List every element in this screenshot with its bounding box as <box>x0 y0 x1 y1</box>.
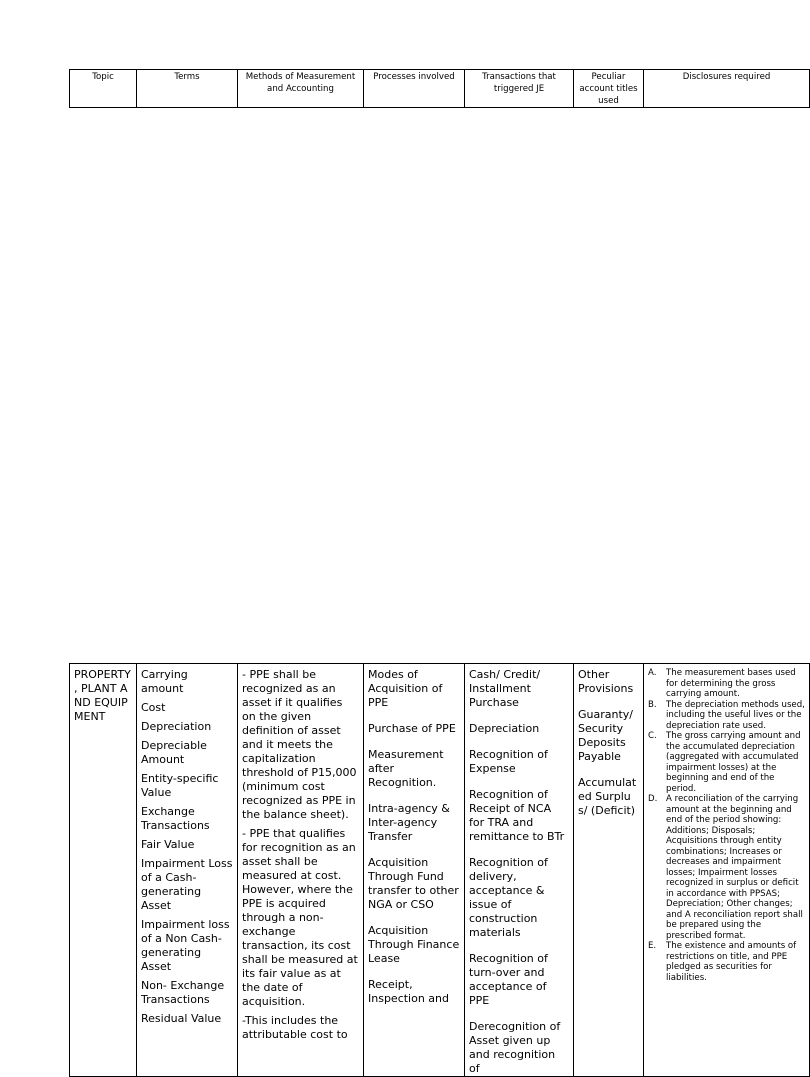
term-item: Depreciation <box>141 720 212 733</box>
header-topic: Topic <box>70 70 137 108</box>
disclosure-item: E. The existence and amounts of restrictions on title, and PPE pledged as securities for liabilities. <box>648 941 797 983</box>
transaction-item: Cash/ Credit/ Installment Purchase <box>469 668 541 709</box>
method-paragraph: - PPE that qualifies for recognition as an asset shall be measured at cost. However, where the PPE is acquired through a non-exchange transaction, its cost shall be measured at its fair value as at the date of acquisition. <box>242 827 358 1008</box>
disclosure-item: B. The depreciation methods used, including the useful lives or the depreciation rate used. <box>648 699 805 731</box>
disclosures-cell <box>644 664 810 1077</box>
ppe-table <box>69 663 810 1077</box>
process-item: Measurement after Recognition. <box>368 748 444 789</box>
term-item: Depreciable Amount <box>141 739 207 766</box>
account-titles-cell <box>574 664 644 1077</box>
term-item: Entity-specific Value <box>141 772 219 799</box>
transaction-item: Recognition of turn-over and acceptance of PPE <box>469 952 548 1007</box>
header-methods: Methods of Measurement and Accounting <box>238 70 364 108</box>
topic-text: PROPERTY , PLANT AND EQUIPMENT <box>74 668 131 723</box>
processes-cell <box>364 664 465 1077</box>
process-item: Purchase of PPE <box>368 722 456 735</box>
ppe-row <box>70 664 810 1077</box>
header-disclosures: Disclosures required <box>644 70 810 108</box>
transaction-item: Recognition of Receipt of NCA for TRA and remittance to BTr <box>469 788 565 843</box>
topic-cell <box>70 664 137 1077</box>
term-item: Impairment loss of a Non Cash-generating Asset <box>141 918 230 973</box>
term-item: Non- Exchange Transactions <box>141 979 225 1006</box>
method-paragraph: -This includes the attributable cost to <box>242 1014 348 1041</box>
transactions-cell <box>465 664 574 1077</box>
process-item: Receipt, Inspection and <box>368 978 450 1005</box>
term-item: Cost <box>141 701 166 714</box>
terms-cell <box>137 664 238 1077</box>
account-title-item: Guaranty/ Security Deposits Payable <box>578 708 633 763</box>
process-item: Acquisition Through Fund transfer to other NGA or CSO <box>368 856 459 911</box>
disclosure-item: D. A reconciliation of the carrying amount at the beginning and end of the period showing: Additions; Disposals; Acquisitions through entity combinations; Increases or decreases and impairment losses; Impairment losses recognized in surplus or deficit in accordance with PPSAS; Depreciation; Other changes; and A reconciliation report shall be prepared using the prescribed format. <box>648 794 803 941</box>
header-terms: Terms <box>137 70 238 108</box>
header-row <box>70 70 810 108</box>
header-table <box>69 69 810 108</box>
term-item: Residual Value <box>141 1012 222 1025</box>
disclosure-list <box>648 668 805 983</box>
header-processes: Processes involved <box>364 70 465 108</box>
account-title-item: Accumulated Surplus/ (Deficit) <box>578 776 637 817</box>
disclosure-item: C. The gross carrying amount and the accumulated depreciation (aggregated with accumulated impairment losses) at the beginning and end of the period. <box>648 731 801 794</box>
term-item: Impairment Loss of a Cash-generating Asset <box>141 857 233 912</box>
methods-cell <box>238 664 364 1077</box>
transaction-item: Derecognition of Asset given up and recognition of <box>469 1020 561 1075</box>
transaction-item: Recognition of Expense <box>469 748 548 775</box>
transaction-item: Recognition of delivery, acceptance & issue of construction materials <box>469 856 548 939</box>
method-paragraph: - PPE shall be recognized as an asset if it qualifies on the given definition of asset and it meets the capitalization threshold of P15,000 (minimum cost recognized as PPE in the balance sheet). <box>242 668 357 821</box>
process-item: Intra-agency & Inter-agency Transfer <box>368 802 450 843</box>
header-transactions: Transactions that triggered JE <box>465 70 574 108</box>
term-item: Carrying amount <box>141 668 188 695</box>
process-item: Acquisition Through Finance Lease <box>368 924 460 965</box>
account-title-item: Other Provisions <box>578 668 634 695</box>
transaction-item: Depreciation <box>469 722 540 735</box>
header-account-titles: Peculiar account titles used <box>574 70 644 108</box>
disclosure-item: A. The measurement bases used for determining the gross carrying amount. <box>648 668 796 699</box>
term-item: Fair Value <box>141 838 195 851</box>
process-item: Modes of Acquisition of PPE <box>368 668 443 709</box>
term-item: Exchange Transactions <box>141 805 210 832</box>
